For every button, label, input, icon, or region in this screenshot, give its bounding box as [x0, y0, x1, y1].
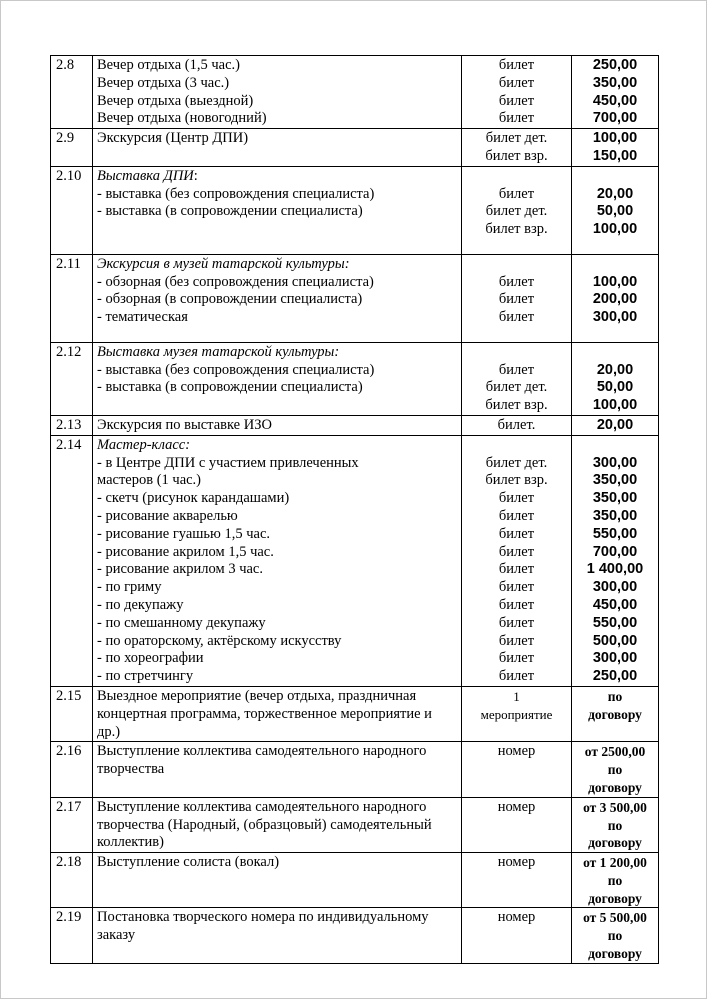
unit-line: мероприятие	[480, 706, 553, 722]
unit-line: билет	[498, 309, 535, 326]
price-line: 100,00	[592, 273, 638, 290]
section-title: Выставка ДПИ	[97, 167, 194, 184]
table-row	[51, 908, 659, 963]
price-line: договору	[588, 946, 642, 962]
price-line: 100,00	[592, 221, 638, 238]
unit-line: билет дет.	[485, 130, 548, 147]
section-title-line	[97, 168, 457, 186]
unit-line: билет	[498, 490, 535, 507]
service-description	[93, 166, 462, 254]
unit-cell	[462, 415, 572, 435]
service-description	[93, 742, 462, 797]
price-line: 700,00	[592, 110, 638, 127]
price-line: 300,00	[592, 454, 638, 471]
unit-line: билет дет.	[485, 454, 548, 471]
price-line: от 1 200,00	[583, 855, 647, 871]
unit-cell	[462, 908, 572, 963]
row-number: 2.15	[51, 686, 93, 741]
unit-cell	[462, 853, 572, 908]
price-line: 200,00	[592, 291, 638, 308]
price-line: договору	[588, 706, 642, 722]
price-line: 500,00	[592, 632, 638, 649]
service-line: - рисование акрилом 1,5 час.	[97, 543, 274, 560]
table-row	[51, 686, 659, 741]
unit-line: билет взр.	[485, 472, 548, 489]
section-title-colon: :	[193, 167, 198, 184]
service-line: - обзорная (в сопровождении специалиста)	[97, 291, 363, 308]
table-row	[51, 342, 659, 415]
unit-line: билет	[498, 525, 535, 542]
service-line: Экскурсия по выставке ИЗО	[97, 416, 272, 433]
row-number: 2.17	[51, 797, 93, 852]
row-number: 2.11	[51, 254, 93, 342]
unit-line: билет	[498, 57, 535, 73]
service-description	[93, 797, 462, 852]
unit-line: билет дет.	[485, 379, 548, 396]
unit-line: билет дет.	[485, 203, 548, 220]
service-line: Вечер отдыха (новогодний)	[97, 110, 267, 127]
section-title: Выставка музея татарской культуры:	[97, 343, 340, 360]
row-number: 2.14	[51, 435, 93, 686]
price-cell	[572, 742, 659, 797]
service-line: - выставка (в сопровождении специалиста)	[97, 203, 363, 220]
service-description	[93, 908, 462, 963]
service-line: - по декупажу	[97, 596, 184, 613]
service-description	[93, 686, 462, 741]
table-row	[51, 129, 659, 167]
unit-line: билет взр.	[485, 147, 548, 164]
row-number: 2.13	[51, 415, 93, 435]
service-line: - по ораторскому, актёрскому искусству	[97, 632, 342, 649]
price-line: договору	[588, 835, 642, 851]
price-line: по	[607, 762, 623, 778]
price-cell	[572, 254, 659, 342]
spacer-line	[574, 256, 656, 274]
unit-line: билет	[498, 561, 535, 578]
spacer-line	[574, 437, 656, 455]
spacer-line	[574, 344, 656, 362]
service-line: - выставка (без сопровождения специалиста)	[97, 361, 375, 378]
table-row	[51, 415, 659, 435]
row-number: 2.10	[51, 166, 93, 254]
section-title: Мастер-класс:	[97, 436, 191, 453]
service-line: Вечер отдыха (выездной)	[97, 92, 254, 109]
table-row	[51, 254, 659, 342]
unit-cell	[462, 254, 572, 342]
section-title: Экскурсия в музей татарской культуры:	[97, 255, 350, 272]
table-row	[51, 166, 659, 254]
unit-line: билет	[498, 110, 535, 127]
service-line: мастеров (1 час.)	[97, 472, 202, 489]
unit-cell	[462, 166, 572, 254]
price-cell	[572, 686, 659, 741]
price-line: 450,00	[592, 596, 638, 613]
service-text: Выступление солиста (вокал)	[97, 854, 280, 871]
service-description	[93, 435, 462, 686]
table-row	[51, 797, 659, 852]
price-line: 250,00	[592, 57, 638, 73]
price-line: от 3 500,00	[583, 799, 647, 815]
price-line: по	[607, 817, 623, 833]
unit-line: билет взр.	[485, 397, 548, 414]
unit-line: билет	[498, 668, 535, 685]
service-line: - рисование акрилом 3 час.	[97, 561, 263, 578]
price-line: от 2500,00	[584, 744, 646, 760]
unit-line: билет	[498, 185, 535, 202]
price-line: по	[607, 928, 623, 944]
unit-line: билет	[498, 543, 535, 560]
price-cell	[572, 435, 659, 686]
row-number: 2.19	[51, 908, 93, 963]
price-line: от 5 500,00	[583, 910, 647, 926]
unit-cell	[462, 435, 572, 686]
service-line: - скетч (рисунок карандашами)	[97, 490, 290, 507]
row-number: 2.18	[51, 853, 93, 908]
service-line: - по смешанному декупажу	[97, 614, 266, 631]
unit-line: билет	[498, 291, 535, 308]
price-line: 50,00	[596, 203, 634, 220]
price-line: 20,00	[596, 185, 634, 202]
unit-line: билет	[498, 273, 535, 290]
spacer-line	[574, 168, 656, 186]
spacer-line	[464, 256, 569, 274]
spacer-line	[464, 344, 569, 362]
table-row	[51, 742, 659, 797]
price-line: 300,00	[592, 650, 638, 667]
service-line: - по стретчингу	[97, 668, 194, 685]
price-list-table	[50, 55, 659, 964]
service-line: - обзорная (без сопровождения специалиста)	[97, 273, 374, 290]
service-line: Вечер отдыха (3 час.)	[97, 74, 230, 91]
service-line: - по хореографии	[97, 650, 204, 667]
row-number: 2.9	[51, 129, 93, 167]
price-line: 250,00	[592, 668, 638, 685]
table-row	[51, 435, 659, 686]
row-number: 2.16	[51, 742, 93, 797]
service-description	[93, 254, 462, 342]
price-line: 100,00	[592, 397, 638, 414]
price-line: 350,00	[592, 74, 638, 91]
price-line: 150,00	[592, 147, 638, 164]
unit-line: билет	[498, 507, 535, 524]
service-line: - по гриму	[97, 579, 162, 596]
price-cell	[572, 56, 659, 129]
price-line: 100,00	[592, 130, 638, 147]
unit-line: билет взр.	[485, 221, 548, 238]
unit-line: номер	[497, 743, 536, 760]
price-line: 20,00	[596, 416, 634, 433]
price-line: по	[607, 872, 623, 888]
price-line: 20,00	[596, 361, 634, 378]
service-text: Выступление коллектива самодеятельного народного творчества (Народный, (образцовый) самодеятельный коллектив)	[97, 798, 432, 851]
service-line: - тематическая	[97, 309, 188, 326]
unit-cell	[462, 129, 572, 167]
unit-cell	[462, 742, 572, 797]
price-cell	[572, 166, 659, 254]
price-cell	[572, 129, 659, 167]
price-line: 50,00	[596, 379, 634, 396]
price-line: 300,00	[592, 579, 638, 596]
price-line: по	[607, 688, 623, 704]
price-line: 350,00	[592, 472, 638, 489]
unit-line: билет	[498, 632, 535, 649]
price-line: 350,00	[592, 507, 638, 524]
unit-line: номер	[497, 854, 536, 871]
price-line: 350,00	[592, 490, 638, 507]
service-description	[93, 415, 462, 435]
price-line: 700,00	[592, 543, 638, 560]
service-description	[93, 342, 462, 415]
unit-line: билет	[498, 579, 535, 596]
price-cell	[572, 797, 659, 852]
unit-line: номер	[497, 909, 536, 926]
unit-line: билет.	[497, 416, 536, 433]
service-description	[93, 853, 462, 908]
price-line: 550,00	[592, 614, 638, 631]
table-row	[51, 56, 659, 129]
price-line: 550,00	[592, 525, 638, 542]
price-line: договору	[588, 779, 642, 795]
table-row	[51, 853, 659, 908]
row-number: 2.12	[51, 342, 93, 415]
unit-cell	[462, 342, 572, 415]
service-line: Вечер отдыха (1,5 час.)	[97, 57, 240, 73]
service-text: Выездное мероприятие (вечер отдыха, праздничная концертная программа, торжественное мероприятие и др.)	[97, 687, 432, 740]
service-line: - выставка (без сопровождения специалиста)	[97, 185, 375, 202]
row-number: 2.8	[51, 56, 93, 129]
price-cell	[572, 908, 659, 963]
service-line: - выставка (в сопровождении специалиста)	[97, 379, 363, 396]
unit-cell	[462, 686, 572, 741]
unit-line: билет	[498, 596, 535, 613]
service-text: Выступление коллектива самодеятельного народного творчества	[97, 743, 427, 778]
unit-line: билет	[498, 614, 535, 631]
unit-line: билет	[498, 361, 535, 378]
price-cell	[572, 415, 659, 435]
price-line: 1 400,00	[586, 561, 644, 578]
spacer-line	[464, 168, 569, 186]
service-line: - рисование акварелью	[97, 507, 238, 524]
service-line: Экскурсия (Центр ДПИ)	[97, 130, 249, 147]
unit-line: 1	[513, 688, 520, 704]
unit-line: билет	[498, 650, 535, 667]
price-line: 450,00	[592, 92, 638, 109]
price-line: 300,00	[592, 309, 638, 326]
price-cell	[572, 342, 659, 415]
unit-line: номер	[497, 798, 536, 815]
price-line: договору	[588, 890, 642, 906]
price-cell	[572, 853, 659, 908]
service-description	[93, 129, 462, 167]
unit-cell	[462, 56, 572, 129]
spacer-line	[464, 437, 569, 455]
unit-line: билет	[498, 74, 535, 91]
service-line: - в Центре ДПИ с участием привлеченных	[97, 454, 359, 471]
unit-line: билет	[498, 92, 535, 109]
service-text: Постановка творческого номера по индивидуальному заказу	[97, 909, 429, 944]
service-line: - рисование гуашью 1,5 час.	[97, 525, 271, 542]
unit-cell	[462, 797, 572, 852]
service-description	[93, 56, 462, 129]
